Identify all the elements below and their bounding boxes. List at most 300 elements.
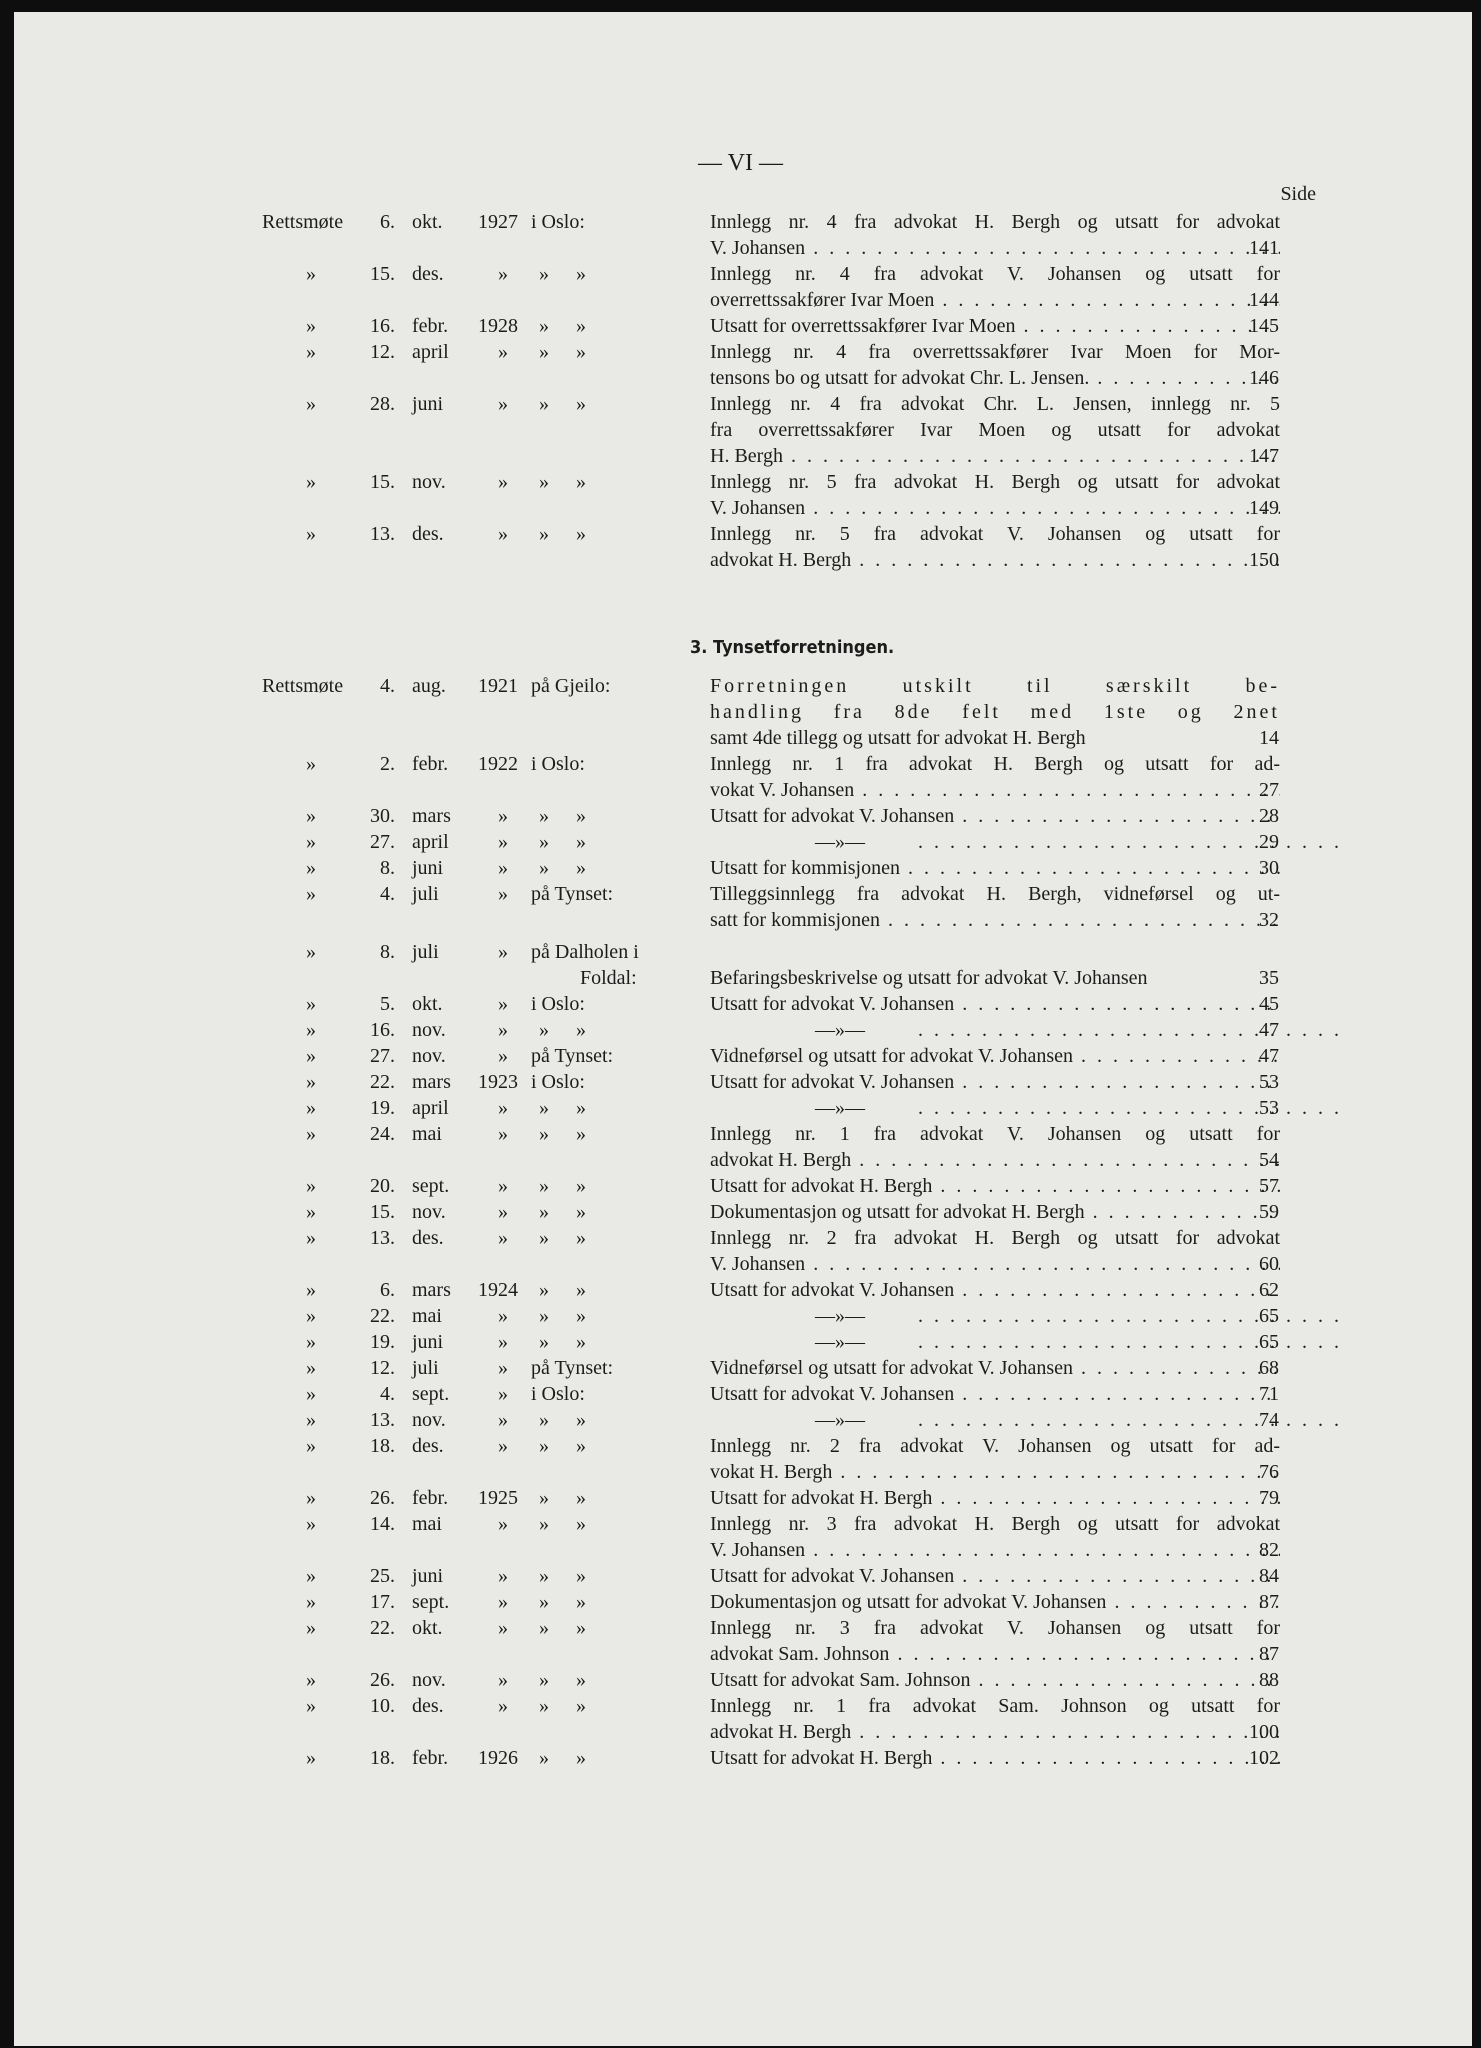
entry-row	[0, 497, 1481, 523]
ditto-mark: »	[306, 1331, 316, 1353]
entry-text: Utsatt for advokat H. Bergh . . .	[710, 1175, 1280, 1198]
entry-text: Innlegg nr. 3 fra advokat H. Bergh og utsatt for advokat	[710, 1513, 1280, 1535]
ditto-mark: »	[576, 393, 586, 415]
entry-month: nov.	[412, 1045, 446, 1067]
ditto-mark: »	[576, 1487, 586, 1509]
entry-row	[0, 289, 1481, 315]
ditto-mark: »	[306, 1305, 316, 1327]
ditto-mark: »	[498, 393, 508, 415]
ditto-mark: »	[539, 1331, 549, 1353]
ditto-mark: »	[306, 831, 316, 853]
page-ref: 68	[1259, 1357, 1279, 1379]
entry-text: vokat H. Bergh . . .	[710, 1461, 1280, 1484]
ditto-mark: »	[539, 1227, 549, 1249]
ditto-mark: »	[539, 263, 549, 285]
ditto-mark: »	[498, 1513, 508, 1535]
entry-month: sept.	[412, 1591, 450, 1613]
entry-text: Forretningen utskilt til særskilt be-	[710, 675, 1280, 697]
entry-month: nov.	[412, 1669, 446, 1691]
ditto-mark: »	[539, 857, 549, 879]
entry-row	[0, 445, 1481, 471]
entry-day: 15.	[370, 1201, 395, 1223]
ditto-mark: »	[539, 315, 549, 337]
meeting-label: Rettsmøte	[262, 211, 344, 233]
entry-year: 1924	[478, 1279, 518, 1301]
entry-month: mars	[412, 1071, 451, 1093]
entry-month: febr.	[412, 1747, 449, 1769]
entry-text: overrettssakfører Ivar Moen . . .	[710, 289, 1280, 312]
page-ref: 87	[1259, 1591, 1279, 1613]
entry-row	[0, 1643, 1481, 1669]
ditto-mark: »	[306, 1357, 316, 1379]
ditto-mark: »	[306, 1383, 316, 1405]
page-ref: 47	[1259, 1045, 1279, 1067]
entry-row	[0, 1695, 1481, 1721]
entry-text: samt 4de tillegg og utsatt for advokat H. Bergh	[710, 727, 1086, 749]
entry-text: advokat Sam. Johnson . . .	[710, 1643, 1280, 1666]
ditto-mark: »	[539, 1201, 549, 1223]
page-ref: 65	[1259, 1305, 1279, 1327]
entry-day: 26.	[370, 1487, 395, 1509]
entry-row	[0, 367, 1481, 393]
ditto-mark: »	[539, 393, 549, 415]
page-ref: 29	[1259, 831, 1279, 853]
page-ref: 88	[1259, 1669, 1279, 1691]
ditto-mark: »	[306, 1487, 316, 1509]
entry-text: vokat V. Johansen . . .	[710, 779, 1280, 802]
ditto-mark: »	[576, 523, 586, 545]
entry-year: 1927	[478, 211, 518, 233]
entry-place: i Oslo:	[531, 1383, 585, 1405]
entry-row	[0, 1357, 1481, 1383]
entry-month: juli	[412, 883, 439, 905]
ditto-mark: »	[306, 1409, 316, 1431]
page-number: — VI —	[698, 150, 783, 176]
entry-row	[0, 967, 1481, 993]
entry-text: Innlegg nr. 1 fra advokat V. Johansen og utsatt for	[710, 1123, 1280, 1145]
entry-day: 26.	[370, 1669, 395, 1691]
ditto-dash: —»—	[815, 1019, 865, 1041]
ditto-mark: »	[306, 993, 316, 1015]
ditto-mark: »	[306, 1045, 316, 1067]
entry-year: 1923	[478, 1071, 518, 1093]
entry-month: juli	[412, 941, 439, 963]
page-ref: 60	[1259, 1253, 1279, 1275]
entry-day: 22.	[370, 1071, 395, 1093]
entry-row	[0, 779, 1481, 805]
ditto-mark: »	[498, 1019, 508, 1041]
ditto-mark: »	[498, 523, 508, 545]
entry-row	[0, 1617, 1481, 1643]
entry-row	[0, 1409, 1481, 1435]
entry-month: april	[412, 1097, 449, 1119]
ditto-mark: »	[306, 1617, 316, 1639]
entry-year: 1925	[478, 1487, 518, 1509]
ditto-mark: »	[306, 857, 316, 879]
entry-month: nov.	[412, 1019, 446, 1041]
entry-day: 2.	[380, 753, 395, 775]
ditto-mark: »	[306, 805, 316, 827]
entry-day: 15.	[370, 263, 395, 285]
entry-month: nov.	[412, 1409, 446, 1431]
entry-row	[0, 727, 1481, 753]
entry-day: 16.	[370, 315, 395, 337]
page-ref: 53	[1259, 1071, 1279, 1093]
entry-row	[0, 549, 1481, 575]
ditto-dash: —»—	[815, 1409, 865, 1431]
ditto-mark: »	[498, 1097, 508, 1119]
entry-row	[0, 1461, 1481, 1487]
entry-row	[0, 805, 1481, 831]
page-ref: 147	[1249, 445, 1279, 467]
ditto-mark: »	[539, 1747, 549, 1769]
entry-row	[0, 993, 1481, 1019]
ditto-mark: »	[576, 1201, 586, 1223]
entry-year: 1921	[478, 675, 518, 697]
ditto-dash: —»—	[815, 1305, 865, 1327]
ditto-mark: »	[306, 1071, 316, 1093]
entry-day: 12.	[370, 341, 395, 363]
entry-row	[0, 1175, 1481, 1201]
entry-row	[0, 1669, 1481, 1695]
ditto-mark: »	[306, 315, 316, 337]
entry-row	[0, 1565, 1481, 1591]
ditto-mark: »	[306, 1591, 316, 1613]
entry-row	[0, 1097, 1481, 1123]
entry-text: Innlegg nr. 5 fra advokat H. Bergh og utsatt for advokat	[710, 471, 1280, 493]
ditto-mark: »	[306, 1227, 316, 1249]
entry-day: 24.	[370, 1123, 395, 1145]
ditto-mark: »	[539, 1513, 549, 1535]
entry-month: mai	[412, 1123, 442, 1145]
entry-day: 8.	[380, 857, 395, 879]
page-ref: 141	[1249, 237, 1279, 259]
entry-month: des.	[412, 1227, 444, 1249]
entry-text: Utsatt for advokat Sam. Johnson . . .	[710, 1669, 1280, 1692]
entry-text: Utsatt for overrettssakfører Ivar Moen . . .	[710, 315, 1280, 338]
ditto-mark: »	[306, 1565, 316, 1587]
entry-place: Foldal:	[580, 967, 637, 989]
ditto-mark: »	[498, 993, 508, 1015]
ditto-mark: »	[498, 471, 508, 493]
entry-day: 19.	[370, 1331, 395, 1353]
ditto-dash: —»—	[815, 1331, 865, 1353]
ditto-mark: »	[498, 941, 508, 963]
ditto-mark: »	[498, 341, 508, 363]
entry-text: advokat H. Bergh . . .	[710, 1149, 1280, 1172]
entry-day: 30.	[370, 805, 395, 827]
entry-text: Innlegg nr. 1 fra advokat Sam. Johnson og utsatt for	[710, 1695, 1280, 1717]
ditto-mark: »	[576, 805, 586, 827]
ditto-mark: »	[306, 263, 316, 285]
entry-text: Innlegg nr. 4 fra advokat H. Bergh og utsatt for advokat	[710, 211, 1280, 233]
ditto-mark: »	[576, 1565, 586, 1587]
entry-row	[0, 1071, 1481, 1097]
page-ref: 54	[1259, 1149, 1279, 1171]
entry-day: 4.	[380, 1383, 395, 1405]
side-column-label: Side	[1280, 183, 1316, 205]
entry-month: nov.	[412, 1201, 446, 1223]
entry-row	[0, 675, 1481, 701]
entry-month: juni	[412, 1565, 444, 1587]
entry-day: 10.	[370, 1695, 395, 1717]
entry-place: i Oslo:	[531, 753, 585, 775]
page-ref: 28	[1259, 805, 1279, 827]
ditto-mark: »	[539, 1617, 549, 1639]
ditto-mark: »	[576, 1097, 586, 1119]
ditto-mark: »	[306, 1279, 316, 1301]
page-ref: 62	[1259, 1279, 1279, 1301]
entry-row	[0, 1123, 1481, 1149]
ditto-mark: »	[539, 1435, 549, 1457]
entry-row	[0, 1019, 1481, 1045]
entry-row	[0, 941, 1481, 967]
ditto-mark: »	[306, 1435, 316, 1457]
ditto-mark: »	[498, 1591, 508, 1613]
entry-month: okt.	[412, 1617, 443, 1639]
entry-row	[0, 1487, 1481, 1513]
entry-text: Befaringsbeskrivelse og utsatt for advokat V. Johansen	[710, 967, 1148, 989]
entry-month: febr.	[412, 315, 449, 337]
entry-month: sept.	[412, 1383, 450, 1405]
ditto-mark: »	[498, 1669, 508, 1691]
entry-row	[0, 1305, 1481, 1331]
ditto-mark: »	[306, 341, 316, 363]
entry-row	[0, 237, 1481, 263]
entry-day: 13.	[370, 1409, 395, 1431]
entry-day: 18.	[370, 1435, 395, 1457]
entry-text: H. Bergh . . .	[710, 445, 1280, 468]
ditto-mark: »	[539, 523, 549, 545]
entry-row	[0, 1721, 1481, 1747]
entry-row	[0, 857, 1481, 883]
entry-place: i Oslo:	[531, 211, 585, 233]
entry-day: 27.	[370, 831, 395, 853]
ditto-mark: »	[539, 1591, 549, 1613]
entry-text: satt for kommisjonen . . .	[710, 909, 1280, 932]
entry-text: Innlegg nr. 2 fra advokat V. Johansen og utsatt for ad-	[710, 1435, 1280, 1457]
entry-text: Vidneførsel og utsatt for advokat V. Johansen . . .	[710, 1045, 1280, 1068]
entry-text: Utsatt for advokat V. Johansen . . .	[710, 1565, 1280, 1588]
entry-text: V. Johansen . . .	[710, 1539, 1280, 1562]
ditto-mark: »	[576, 1591, 586, 1613]
entry-month: febr.	[412, 753, 449, 775]
entry-month: mars	[412, 805, 451, 827]
entry-text: V. Johansen . . .	[710, 1253, 1280, 1276]
page-ref: 27	[1259, 779, 1279, 801]
page-ref: 30	[1259, 857, 1279, 879]
entry-text: Utsatt for advokat V. Johansen . . .	[710, 1279, 1280, 1302]
ditto-mark: »	[306, 883, 316, 905]
entry-text: Utsatt for advokat V. Johansen . . .	[710, 1383, 1280, 1406]
ditto-mark: »	[576, 1175, 586, 1197]
ditto-mark: »	[539, 805, 549, 827]
entry-month: april	[412, 831, 449, 853]
page-ref: 57	[1259, 1175, 1279, 1197]
entry-row	[0, 1539, 1481, 1565]
ditto-mark: »	[539, 1175, 549, 1197]
ditto-mark: »	[498, 1227, 508, 1249]
ditto-mark: »	[539, 831, 549, 853]
ditto-mark: »	[576, 1305, 586, 1327]
entry-row	[0, 1253, 1481, 1279]
entry-day: 22.	[370, 1617, 395, 1639]
ditto-mark: »	[539, 341, 549, 363]
ditto-mark: »	[576, 1279, 586, 1301]
entry-row	[0, 1227, 1481, 1253]
entry-place: på Tynset:	[531, 1045, 614, 1067]
entry-month: juli	[412, 1357, 439, 1379]
entry-row	[0, 393, 1481, 419]
ditto-mark: »	[576, 1123, 586, 1145]
entry-text: advokat H. Bergh . . .	[710, 1721, 1280, 1744]
ditto-mark: »	[498, 1357, 508, 1379]
entry-row	[0, 1045, 1481, 1071]
entry-day: 22.	[370, 1305, 395, 1327]
page-ref: 53	[1259, 1097, 1279, 1119]
ditto-mark: »	[306, 1201, 316, 1223]
ditto-mark: »	[306, 1669, 316, 1691]
entry-month: mai	[412, 1305, 442, 1327]
entry-row	[0, 1513, 1481, 1539]
entry-place: på Tynset:	[531, 1357, 614, 1379]
entry-day: 28.	[370, 393, 395, 415]
ditto-mark: »	[539, 1279, 549, 1301]
ditto-mark: »	[539, 1019, 549, 1041]
entry-month: mai	[412, 1513, 442, 1535]
ditto-mark: »	[576, 831, 586, 853]
entry-day: 13.	[370, 523, 395, 545]
ditto-mark: »	[539, 1123, 549, 1145]
ditto-mark: »	[306, 941, 316, 963]
ditto-mark: »	[576, 341, 586, 363]
ditto-mark: »	[306, 523, 316, 545]
ditto-mark: »	[498, 831, 508, 853]
page-ref: 84	[1259, 1565, 1279, 1587]
entry-month: april	[412, 341, 449, 363]
entry-row	[0, 341, 1481, 367]
entry-text: Innlegg nr. 4 fra advokat Chr. L. Jensen, innlegg nr. 5	[710, 393, 1280, 415]
entry-month: des.	[412, 263, 444, 285]
ditto-mark: »	[576, 857, 586, 879]
entry-row	[0, 1149, 1481, 1175]
page-ref: 146	[1249, 367, 1279, 389]
page-ref: 150	[1249, 549, 1279, 571]
entry-month: sept.	[412, 1175, 450, 1197]
entry-text: V. Johansen . . .	[710, 237, 1280, 260]
page-ref: 47	[1259, 1019, 1279, 1041]
page-ref: 32	[1259, 909, 1279, 931]
entry-month: juni	[412, 857, 444, 879]
entry-place: på Gjeilo:	[531, 675, 611, 697]
entry-row	[0, 753, 1481, 779]
entry-row	[0, 1279, 1481, 1305]
ditto-mark: »	[576, 1331, 586, 1353]
ditto-mark: »	[306, 1695, 316, 1717]
entry-day: 14.	[370, 1513, 395, 1535]
ditto-mark: »	[498, 1383, 508, 1405]
ditto-mark: »	[306, 1513, 316, 1535]
entry-text: Utsatt for kommisjonen . . .	[710, 857, 1280, 880]
page-ref: 149	[1249, 497, 1279, 519]
entry-place: på Tynset:	[531, 883, 614, 905]
entry-day: 15.	[370, 471, 395, 493]
entry-place: på Dalholen i	[531, 941, 639, 963]
entry-month: nov.	[412, 471, 446, 493]
page-ref: 87	[1259, 1643, 1279, 1665]
page-ref: 82	[1259, 1539, 1279, 1561]
ditto-mark: »	[498, 263, 508, 285]
ditto-mark: »	[306, 393, 316, 415]
entry-row	[0, 1591, 1481, 1617]
page-ref: 144	[1249, 289, 1279, 311]
entry-row	[0, 909, 1481, 935]
page-ref: 14	[1259, 727, 1279, 749]
entry-row	[0, 701, 1481, 727]
entry-place: i Oslo:	[531, 993, 585, 1015]
ditto-mark: »	[306, 1747, 316, 1769]
entry-text: Innlegg nr. 4 fra overrettssakfører Ivar Moen for Mor-	[710, 341, 1280, 363]
entry-month: febr.	[412, 1487, 449, 1509]
entry-text: Tilleggsinnlegg fra advokat H. Bergh, vidneførsel og ut-	[710, 883, 1280, 905]
ditto-mark: »	[306, 1123, 316, 1145]
meeting-label: Rettsmøte	[262, 675, 344, 697]
ditto-mark: »	[498, 1435, 508, 1457]
ditto-dash: —»—	[815, 1097, 865, 1119]
ditto-mark: »	[306, 1175, 316, 1197]
entry-month: des.	[412, 1695, 444, 1717]
ditto-mark: »	[498, 1201, 508, 1223]
entry-row	[0, 831, 1481, 857]
entry-month: juni	[412, 393, 444, 415]
ditto-mark: »	[539, 1097, 549, 1119]
entry-day: 6.	[380, 1279, 395, 1301]
ditto-mark: »	[576, 471, 586, 493]
entry-text: Utsatt for advokat H. Bergh . . .	[710, 1487, 1280, 1510]
ditto-mark: »	[498, 1305, 508, 1327]
ditto-dash: —»—	[815, 831, 865, 853]
entry-text: tensons bo og utsatt for advokat Chr. L. Jensen. . . .	[710, 367, 1280, 390]
ditto-mark: »	[498, 883, 508, 905]
ditto-mark: »	[576, 315, 586, 337]
entry-month: aug.	[412, 675, 446, 697]
entry-text: Utsatt for advokat H. Bergh . . .	[710, 1747, 1280, 1770]
ditto-mark: »	[539, 1669, 549, 1691]
ditto-mark: »	[539, 1565, 549, 1587]
entry-text: Utsatt for advokat V. Johansen . . .	[710, 993, 1280, 1016]
entry-row	[0, 211, 1481, 237]
ditto-mark: »	[576, 1227, 586, 1249]
page-ref: 74	[1259, 1409, 1279, 1431]
ditto-mark: »	[306, 753, 316, 775]
entry-month: okt.	[412, 211, 443, 233]
entry-text: Innlegg nr. 3 fra advokat V. Johansen og utsatt for	[710, 1617, 1280, 1639]
entry-row	[0, 883, 1481, 909]
entry-place: i Oslo:	[531, 1071, 585, 1093]
ditto-mark: »	[576, 1019, 586, 1041]
entry-month: okt.	[412, 993, 443, 1015]
entry-row	[0, 263, 1481, 289]
ditto-mark: »	[498, 1565, 508, 1587]
section-heading: 3. Tynsetforretningen.	[690, 637, 895, 658]
entry-month: des.	[412, 523, 444, 545]
entry-day: 13.	[370, 1227, 395, 1249]
entry-day: 8.	[380, 941, 395, 963]
entry-day: 18.	[370, 1747, 395, 1769]
ditto-mark: »	[498, 857, 508, 879]
entry-text: V. Johansen . . .	[710, 497, 1280, 520]
entry-text: Dokumentasjon og utsatt for advokat V. Johansen . . .	[710, 1591, 1280, 1614]
